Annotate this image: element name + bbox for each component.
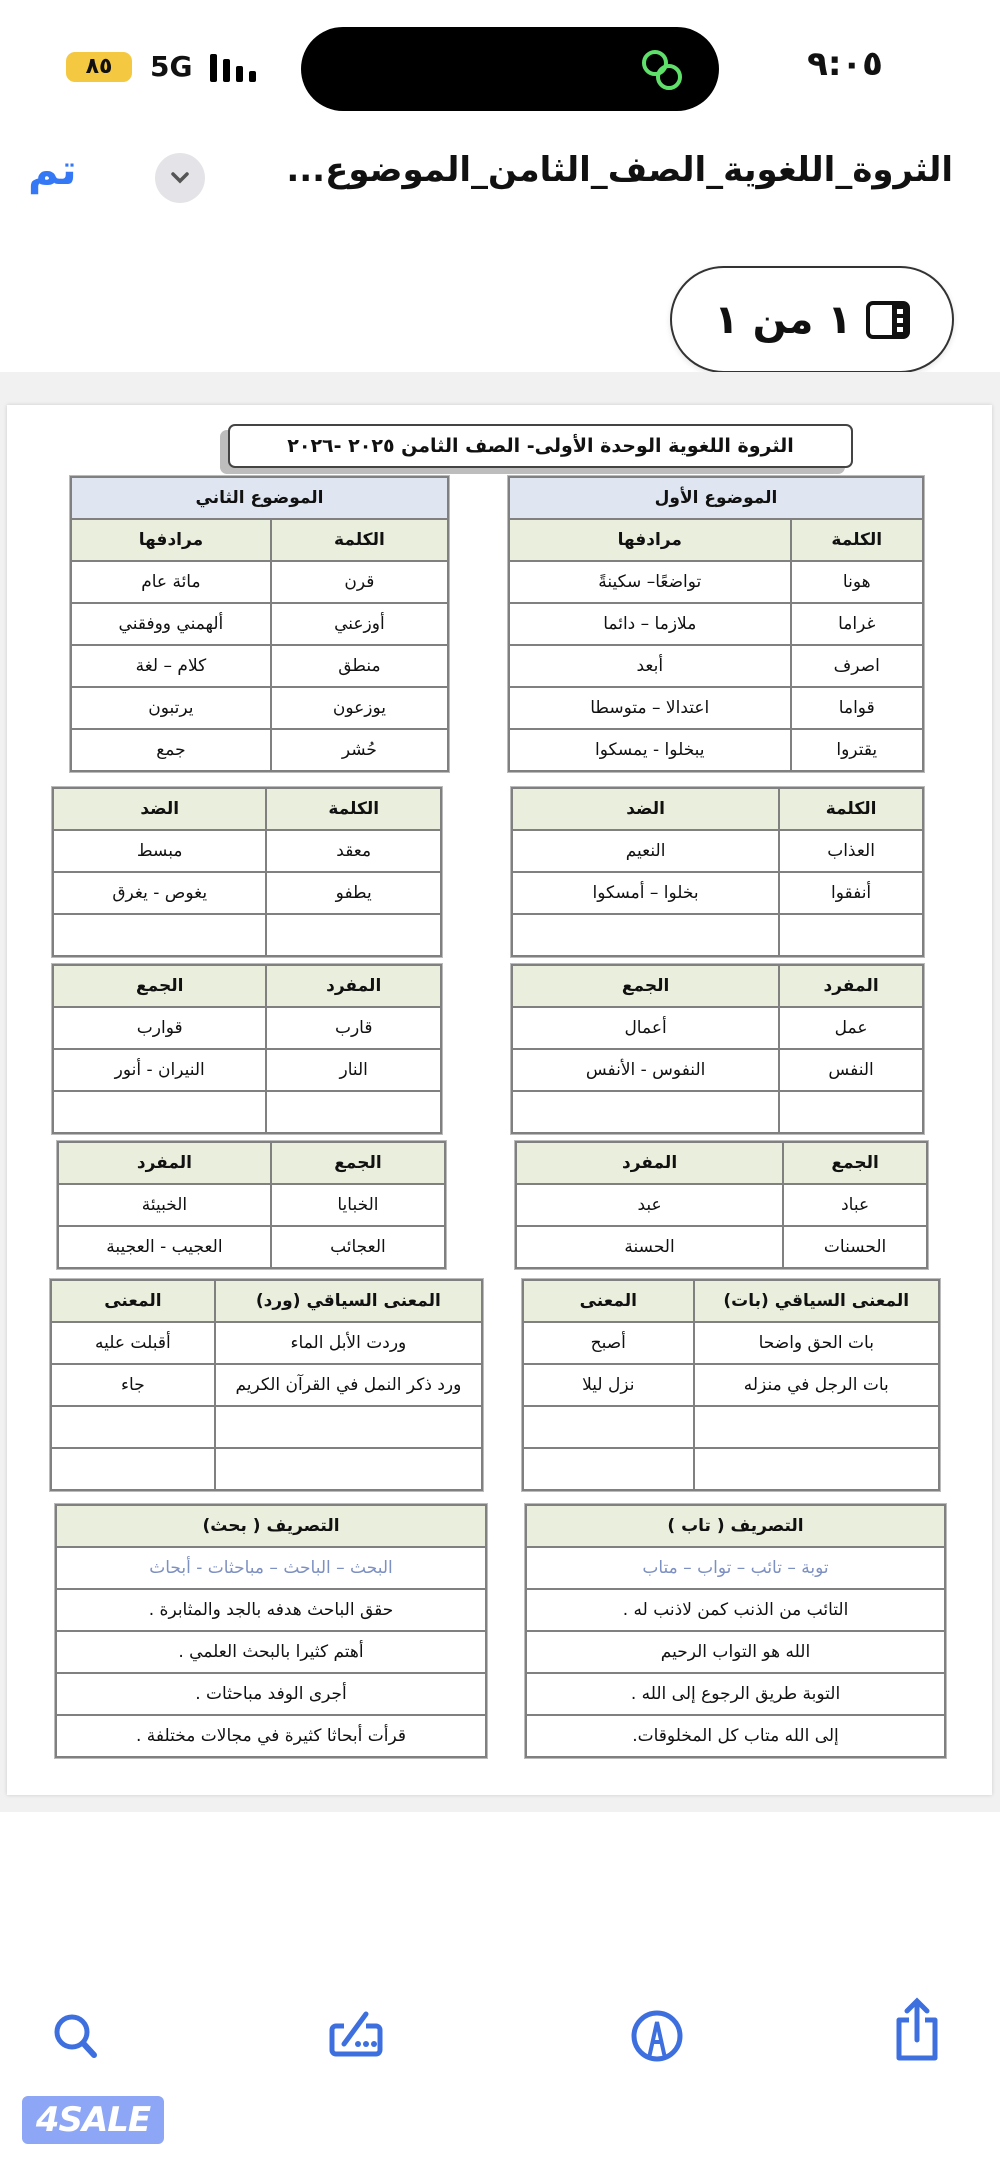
table-row	[71, 603, 448, 645]
share-icon[interactable]	[889, 1996, 945, 2064]
table-cell: قرن	[271, 561, 448, 603]
table-cell: قارب	[266, 1007, 441, 1049]
column-header: التصريف ( بحث)	[56, 1505, 486, 1547]
table-row	[526, 1547, 945, 1589]
table-row	[516, 1226, 927, 1268]
column-header: الجمع	[512, 965, 779, 1007]
table-row	[53, 1007, 441, 1049]
table-t3r	[511, 964, 924, 1134]
empty-cell	[266, 914, 441, 956]
table-cell: النفوس - الأنفس	[512, 1049, 779, 1091]
empty-cell	[266, 1091, 441, 1133]
table-cell: التائب من الذنب كمن لاذنب له .	[526, 1589, 945, 1631]
chevron-down-icon	[170, 171, 190, 185]
column-header: الكلمة	[266, 788, 441, 830]
empty-cell	[215, 1406, 482, 1448]
page-indicator[interactable]	[670, 266, 954, 373]
table-row	[56, 1547, 486, 1589]
column-header: الكلمة	[791, 519, 923, 561]
column-header: مرادفها	[71, 519, 271, 561]
table-row	[56, 1589, 486, 1631]
table-cell: ألهمني ووفقني	[71, 603, 271, 645]
link-icon	[640, 48, 684, 92]
table-cell: حُشر	[271, 729, 448, 771]
column-header: الكلمة	[271, 519, 448, 561]
empty-cell	[694, 1406, 939, 1448]
page-count: ١ من ١	[714, 296, 852, 343]
table-cell: الله هو التواب الرحيم	[526, 1631, 945, 1673]
table-cell: التوبة طريق الرجوع إلى الله .	[526, 1673, 945, 1715]
table-cell: ملازما – دائما	[509, 603, 791, 645]
header-row	[512, 965, 923, 1007]
table-row	[516, 1184, 927, 1226]
table-cell: أعمال	[512, 1007, 779, 1049]
battery-indicator: ٨٥	[66, 52, 132, 82]
table-t1r	[508, 476, 924, 772]
blank-row	[51, 1406, 482, 1448]
table-cell: قواما	[791, 687, 923, 729]
table-cell: أبعد	[509, 645, 791, 687]
table-row	[58, 1184, 445, 1226]
table-cell: اصرف	[791, 645, 923, 687]
table-t2l	[52, 787, 442, 957]
table-cell: تواضعًا– سكينةً	[509, 561, 791, 603]
table-cell: إلى الله متاب كل المخلوقات.	[526, 1715, 945, 1757]
table-cell: البحث – الباحث – مباحثات - أبحاث	[56, 1547, 486, 1589]
table-cell: مبسط	[53, 830, 266, 872]
table-t4r	[515, 1141, 928, 1269]
table-cell: نزل ليلا	[523, 1364, 694, 1406]
table-row	[71, 645, 448, 687]
table-cell: ورد ذكر النمل في القرآن الكريم	[215, 1364, 482, 1406]
table-cell: جمع	[71, 729, 271, 771]
document-title[interactable]: الثروة_اللغوية_الصف_الثامن_الموضوع...	[286, 150, 953, 190]
column-header: مرادفها	[509, 519, 791, 561]
status-time: ٩:٠٥	[807, 44, 883, 84]
header-row	[58, 1142, 445, 1184]
header-row	[53, 965, 441, 1007]
table-cell: أهتم كثيرا بالبحث العلمي .	[56, 1631, 486, 1673]
title-menu-button[interactable]	[155, 153, 205, 203]
table-t5l	[50, 1279, 483, 1491]
table-cell: حقق الباحث هدفه بالجد والمثابرة .	[56, 1589, 486, 1631]
table-cell: يغوص - يغرق	[53, 872, 266, 914]
table-cell: أصبح	[523, 1322, 694, 1364]
table-cell: قوارب	[53, 1007, 266, 1049]
blank-row	[51, 1448, 482, 1490]
table-cell: أوزعني	[271, 603, 448, 645]
empty-cell	[779, 914, 923, 956]
column-header: الضد	[512, 788, 779, 830]
table-row	[53, 1049, 441, 1091]
table-row	[58, 1226, 445, 1268]
empty-cell	[53, 914, 266, 956]
column-header: المفرد	[58, 1142, 271, 1184]
column-header: المعنى السياقي (بات)	[694, 1280, 939, 1322]
table-row	[526, 1631, 945, 1673]
table-cell: اعتدالا – متوسطا	[509, 687, 791, 729]
blank-row	[512, 1091, 923, 1133]
table-cell: عبد	[516, 1184, 783, 1226]
network-type: 5G	[150, 50, 193, 83]
table-cell: النفس	[779, 1049, 923, 1091]
table-row	[56, 1631, 486, 1673]
table-cell: وردت الأبل الماء	[215, 1322, 482, 1364]
header-row	[526, 1505, 945, 1547]
table-cell: بات الحق واضحا	[694, 1322, 939, 1364]
table-row	[509, 687, 923, 729]
table-cell: العذاب	[779, 830, 923, 872]
topic-header: الموضوع الأول	[509, 477, 923, 519]
done-button[interactable]: تم	[28, 145, 77, 194]
table-row	[56, 1715, 486, 1757]
table-cell: أقبلت عليه	[51, 1322, 215, 1364]
table-row	[71, 687, 448, 729]
table-cell: يرتبون	[71, 687, 271, 729]
blank-row	[523, 1448, 939, 1490]
column-header: المعنى	[523, 1280, 694, 1322]
table-row	[526, 1673, 945, 1715]
header-row	[512, 788, 923, 830]
table-row	[509, 645, 923, 687]
table-cell: عمل	[779, 1007, 923, 1049]
worksheet-title: الثروة اللغوية الوحدة الأولى- الصف الثامن ٢٠٢٥ -٢٠٢٦	[228, 424, 853, 468]
empty-cell	[523, 1448, 694, 1490]
table-row	[509, 603, 923, 645]
table-cell: معقد	[266, 830, 441, 872]
table-cell: هونا	[791, 561, 923, 603]
table-row	[71, 729, 448, 771]
table-cell: الحسنة	[516, 1226, 783, 1268]
topic-header: الموضوع الثاني	[71, 477, 448, 519]
table-cell: النار	[266, 1049, 441, 1091]
column-header: المفرد	[779, 965, 923, 1007]
column-header: التصريف ( تاب )	[526, 1505, 945, 1547]
column-header: المفرد	[516, 1142, 783, 1184]
column-header: الجمع	[53, 965, 266, 1007]
table-cell: كلام – لغة	[71, 645, 271, 687]
table-row	[512, 830, 923, 872]
blank-row	[523, 1406, 939, 1448]
markup-icon[interactable]	[328, 2008, 384, 2064]
table-cell: قرأت أبحاثا كثيرة في مجالات مختلفة .	[56, 1715, 486, 1757]
empty-cell	[51, 1448, 215, 1490]
table-cell: منطق	[271, 645, 448, 687]
table-cell: أجرى الوفد مباحثات .	[56, 1673, 486, 1715]
table-cell: النعيم	[512, 830, 779, 872]
table-cell: يبخلوا - يمسكوا	[509, 729, 791, 771]
table-row	[512, 1049, 923, 1091]
header-row	[523, 1280, 939, 1322]
table-cell: غراما	[791, 603, 923, 645]
table-row	[512, 872, 923, 914]
table-cell: توبة – تائب – تواب – متاب	[526, 1547, 945, 1589]
table-cell: النيران - أنور	[53, 1049, 266, 1091]
table-t5r	[522, 1279, 940, 1491]
table-t2r	[511, 787, 924, 957]
table-cell: يطفو	[266, 872, 441, 914]
header-row	[53, 788, 441, 830]
blank-row	[53, 914, 441, 956]
column-header: المعنى السياقي (ورد)	[215, 1280, 482, 1322]
table-row	[509, 729, 923, 771]
column-header: المفرد	[266, 965, 441, 1007]
table-row	[523, 1322, 939, 1364]
header-row	[51, 1280, 482, 1322]
table-cell: مائة عام	[71, 561, 271, 603]
empty-cell	[779, 1091, 923, 1133]
table-t6r	[525, 1504, 946, 1758]
table-row	[526, 1715, 945, 1757]
table-row	[51, 1364, 482, 1406]
empty-cell	[512, 1091, 779, 1133]
table-row	[51, 1322, 482, 1364]
empty-cell	[512, 914, 779, 956]
table-t1l	[70, 476, 449, 772]
table-cell: الخبايا	[271, 1184, 445, 1226]
header-row	[509, 519, 923, 561]
table-t6l	[55, 1504, 487, 1758]
table-cell: عباد	[783, 1184, 927, 1226]
table-row	[53, 830, 441, 872]
empty-cell	[523, 1406, 694, 1448]
column-header: الجمع	[783, 1142, 927, 1184]
table-cell: يوزعون	[271, 687, 448, 729]
blank-row	[53, 1091, 441, 1133]
empty-cell	[53, 1091, 266, 1133]
table-row	[526, 1589, 945, 1631]
table-cell: بات الرجل في منزله	[694, 1364, 939, 1406]
empty-cell	[215, 1448, 482, 1490]
empty-cell	[51, 1406, 215, 1448]
watermark-logo: 4SALE	[22, 2096, 164, 2144]
table-t4l	[57, 1141, 446, 1269]
table-cell: العجائب	[271, 1226, 445, 1268]
header-row	[71, 519, 448, 561]
table-row	[512, 1007, 923, 1049]
column-header: الكلمة	[779, 788, 923, 830]
signal-icon	[210, 54, 262, 82]
header-row	[56, 1505, 486, 1547]
sidebar-icon	[866, 301, 910, 339]
column-header: المعنى	[51, 1280, 215, 1322]
table-row	[53, 872, 441, 914]
blank-row	[512, 914, 923, 956]
table-row	[71, 561, 448, 603]
table-row	[509, 561, 923, 603]
column-header: الجمع	[271, 1142, 445, 1184]
table-cell: جاء	[51, 1364, 215, 1406]
search-icon[interactable]	[48, 2008, 104, 2064]
pen-icon[interactable]	[629, 2008, 685, 2064]
table-row	[56, 1673, 486, 1715]
column-header: الضد	[53, 788, 266, 830]
table-cell: الخبيئة	[58, 1184, 271, 1226]
header-row	[516, 1142, 927, 1184]
table-cell: العجيب - العجيبة	[58, 1226, 271, 1268]
table-cell: أنفقوا	[779, 872, 923, 914]
table-row	[523, 1364, 939, 1406]
table-cell: يقتروا	[791, 729, 923, 771]
empty-cell	[694, 1448, 939, 1490]
table-cell: بخلوا – أمسكوا	[512, 872, 779, 914]
table-t3l	[52, 964, 442, 1134]
table-cell: الحسنات	[783, 1226, 927, 1268]
